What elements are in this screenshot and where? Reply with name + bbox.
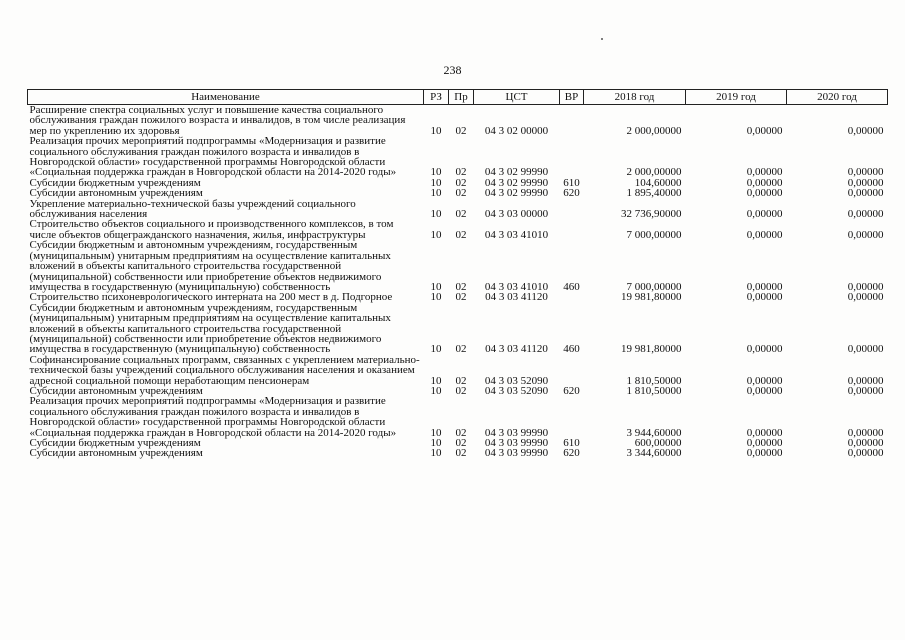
cell-pr: 02 [455,228,467,241]
cell-rz: 10 [430,280,442,293]
cell-value-2020: 0,00000 [847,437,884,449]
header-name: Наименование [28,90,424,105]
cell-value-2019: 0,00000 [746,208,783,221]
budget-table [27,89,888,459]
cell-pr: 02 [455,437,467,449]
cell-name: Расширение спектра социальных услуг и повышение качества социального обслуживания граждан пожилого возраста и инвалидов, в том числе реализация мер по укреплению их здоровья [29,104,406,137]
cell-name: Субсидии автономным учреждениям [29,447,203,460]
cell-cst: 04 3 03 00000 [484,208,549,221]
cell-pr: 02 [455,343,467,356]
cell-rz: 10 [430,228,442,241]
cell-vr [560,105,584,137]
header-rz: РЗ [424,90,449,105]
cell-pr: 02 [455,187,467,200]
cell-cst: 04 3 02 99990 [484,176,549,189]
cell-value-2020: 0,00000 [847,447,884,460]
cell-vr: 620 [563,447,580,460]
table-row [28,105,888,137]
header-vr: ВР [560,90,584,105]
cell-value-2020: 0,00000 [847,228,884,241]
cell-value-2020: 0,00000 [847,280,884,293]
header-2018: 2018 год [584,90,686,105]
cell-value-2020: 0,00000 [847,166,884,179]
cell-cst: 04 3 03 99990 [484,447,549,460]
cell-value-2020: 0,00000 [847,384,884,397]
cell-value-2019: 0,00000 [746,176,783,189]
cell-rz: 10 [430,166,442,179]
cell-value-2018: 32 736,90000 [621,208,682,221]
page-number: 238 [443,63,462,77]
header-2020: 2020 год [787,90,888,105]
cell-name: Реализация прочих мероприятий подпрограммы «Модернизация и развитие социального обслуживания граждан пожилого возраста и инвалидов в Новгородской области» государственной программы Новгородской области «Социальная поддержка граждан в Новгородской области на 2014-2020 годы» [29,135,397,179]
cell-vr [560,136,584,178]
cell-vr [560,219,584,240]
cell-cst: 04 3 02 99990 [484,166,549,179]
cell-pr: 02 [455,124,467,137]
cell-rz: 10 [430,124,442,137]
cell-value-2019: 0,00000 [746,280,783,293]
cell-value-2020: 0,00000 [847,208,884,221]
cell-value-2018: 1 810,50000 [626,374,682,387]
cell-value-2020: 0,00000 [847,124,884,137]
cell-cst: 04 3 03 52090 [484,384,549,397]
table-row [28,199,888,220]
cell-vr: 620 [563,187,580,200]
cell-rz: 10 [430,187,442,200]
cell-name: Субсидии автономным учреждениям [29,187,203,200]
cell-value-2018: 2 000,00000 [626,124,682,137]
cell-name: Субсидии бюджетным учреждениям [29,176,201,189]
table-row [28,240,888,292]
cell-value-2020: 0,00000 [847,176,884,189]
cell-value-2019: 0,00000 [746,124,783,137]
cell-value-2019: 0,00000 [746,437,783,449]
cell-value-2019: 0,00000 [746,291,783,304]
cell-vr [560,199,584,220]
cell-pr: 02 [455,374,467,387]
cell-cst: 04 3 03 41010 [484,228,549,241]
cell-value-2018: 3 344,60000 [626,447,682,460]
header-cst: ЦСТ [474,90,560,105]
cell-rz: 10 [430,176,442,189]
cell-value-2018: 19 981,80000 [621,291,682,304]
cell-value-2019: 0,00000 [746,343,783,356]
cell-value-2018: 600,00000 [634,437,682,449]
cell-value-2020: 0,00000 [847,374,884,387]
cell-rz: 10 [430,343,442,356]
cell-cst: 04 3 02 99990 [484,187,549,200]
cell-name: Строительство психоневрологического интерната на 200 мест в д. Подгорное [29,291,393,304]
cell-value-2018: 1 810,50000 [626,384,682,397]
table-header-row [28,90,888,105]
cell-value-2018: 1 895,40000 [626,187,682,200]
cell-name: Софинансирование социальных программ, связанных с укреплением материально-технической базы учреждений социального обслуживания населения и оказанием адресной социальной помощи неработающим пенсионерам [29,353,420,387]
cell-value-2019: 0,00000 [746,374,783,387]
cell-value-2019: 0,00000 [746,447,783,460]
cell-cst: 04 3 03 41120 [485,291,548,304]
cell-cst: 04 3 03 41120 [485,343,548,356]
cell-rz: 10 [430,447,442,460]
cell-pr: 02 [455,384,467,397]
table-row [28,303,888,355]
table-row [28,355,888,386]
cell-vr [560,396,584,438]
cell-rz: 10 [430,437,442,449]
cell-pr: 02 [455,166,467,179]
cell-name: Укрепление материально-технической базы учреждений социального обслуживания населения [29,197,356,221]
cell-vr: 460 [563,343,580,356]
table-row [28,219,888,240]
cell-cst: 04 3 03 41010 [484,280,549,293]
cell-value-2019: 0,00000 [746,384,783,397]
cell-value-2019: 0,00000 [746,166,783,179]
cell-pr: 02 [455,426,467,439]
cell-value-2020: 0,00000 [847,343,884,356]
cell-value-2019: 0,00000 [746,426,783,439]
cell-vr: 610 [563,437,580,449]
cell-value-2018: 2 000,00000 [626,166,682,179]
table-row [28,136,888,178]
cell-value-2018: 7 000,00000 [626,228,682,241]
cell-cst: 04 3 02 00000 [484,124,549,137]
cell-pr: 02 [455,208,467,221]
cell-rz: 10 [430,426,442,439]
cell-value-2019: 0,00000 [746,187,783,200]
cell-value-2020: 0,00000 [847,426,884,439]
cell-cst: 04 3 03 52090 [484,374,549,387]
cell-vr: 620 [563,384,580,397]
cell-name: Субсидии бюджетным учреждениям [29,437,201,449]
cell-rz: 10 [430,291,442,304]
cell-value-2018: 19 981,80000 [621,343,682,356]
cell-vr [560,292,584,302]
cell-value-2018: 7 000,00000 [626,280,682,293]
cell-cst: 04 3 03 99990 [484,426,549,439]
scan-dot [601,38,603,40]
header-pr: Пр [449,90,474,105]
cell-pr: 02 [455,291,467,304]
cell-value-2018: 104,60000 [634,176,682,189]
cell-rz: 10 [430,208,442,221]
cell-name: Субсидии бюджетным и автономным учреждениям, государственным (муниципальным) унитарным предприятиям на осуществление капитальных вложений в объекты капитального строительства государственной (муниципальной) собственности или приобретение объектов недвижимого имущества в государственную (муниципальную) собственность [29,239,391,293]
cell-vr: 460 [563,280,580,293]
cell-vr: 610 [563,176,580,189]
cell-name: Субсидии автономным учреждениям [29,384,203,397]
table-row [28,448,888,458]
cell-pr: 02 [455,447,467,460]
cell-value-2019: 0,00000 [746,228,783,241]
cell-value-2018: 3 944,60000 [626,426,682,439]
cell-name: Строительство объектов социального и производственного комплексов, в том числе объектов общегражданского назначения, жилья, инфраструктуры [29,218,394,241]
cell-name: Субсидии бюджетным и автономным учреждениям, государственным (муниципальным) унитарным предприятиям на осуществление капитальных вложений в объекты капитального строительства государственной (муниципальной) собственности или приобретение объектов недвижимого имущества в государственную (муниципальную) собственность [29,301,391,356]
cell-vr [560,355,584,386]
header-2019: 2019 год [686,90,787,105]
cell-name: Реализация прочих мероприятий подпрограммы «Модернизация и развитие социального обслуживания граждан пожилого возраста и инвалидов в Новгородской области» государственной программы Новгородской области «Социальная поддержка граждан в Новгородской области на 2014-2020 годы» [29,395,397,439]
cell-value-2020: 0,00000 [847,187,884,200]
cell-pr: 02 [455,280,467,293]
cell-rz: 10 [430,374,442,387]
cell-rz: 10 [430,384,442,397]
cell-value-2020: 0,00000 [847,291,884,304]
cell-pr: 02 [455,176,467,189]
table-row [28,396,888,438]
cell-cst: 04 3 03 99990 [484,437,549,449]
